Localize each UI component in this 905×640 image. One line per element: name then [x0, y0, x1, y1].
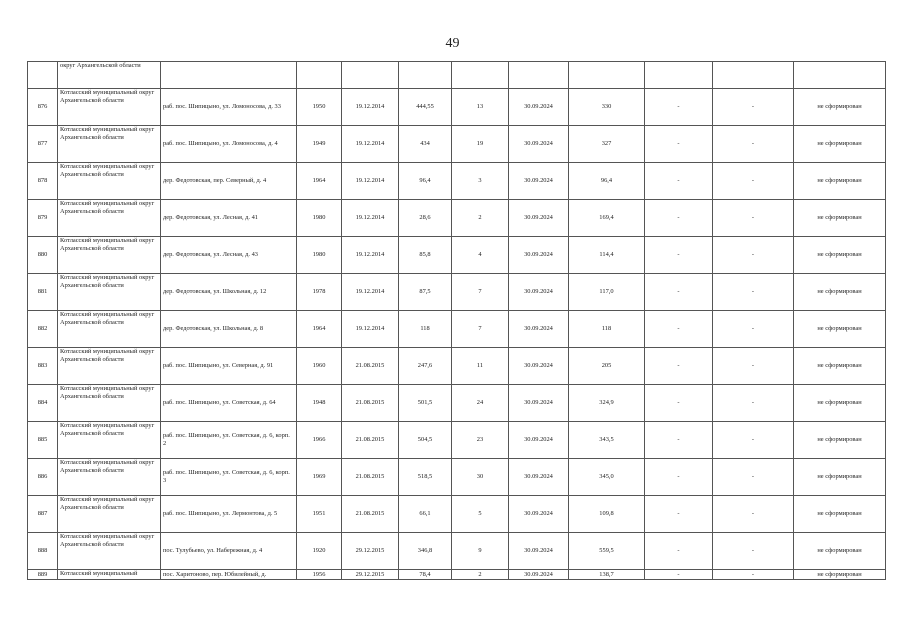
report-date-cell: 30.09.2024 [509, 385, 569, 422]
empty-cell [713, 62, 794, 89]
address-cell: раб. пос. Шипицыно, ул. Лермонтова, д. 5 [161, 496, 297, 533]
dash-cell: - [645, 496, 713, 533]
dash-cell: - [713, 385, 794, 422]
dash-cell: - [713, 496, 794, 533]
empty-cell [399, 62, 452, 89]
report-date-cell: 30.09.2024 [509, 311, 569, 348]
table-row [28, 533, 886, 570]
area-cell: 85,8 [399, 237, 452, 274]
date-cell: 21.08.2015 [342, 348, 399, 385]
address-cell: раб. пос. Шипицыно, ул. Советская, д. 6, корп. 2 [161, 422, 297, 459]
empty-cell [452, 62, 509, 89]
status-cell: не сформирован [794, 422, 886, 459]
dash-cell: - [645, 385, 713, 422]
municipality-cell: Котласский муниципальный округ Архангельской области [58, 385, 161, 422]
row-number-cell: 883 [28, 348, 58, 385]
municipality-cell: Котласский муниципальный округ Архангельской области [58, 459, 161, 496]
area-2-cell: 330 [569, 89, 645, 126]
empty-cell [645, 62, 713, 89]
report-date-cell: 30.09.2024 [509, 163, 569, 200]
year-built-cell: 1964 [297, 311, 342, 348]
area-2-cell: 138,7 [569, 570, 645, 580]
row-number-cell: 885 [28, 422, 58, 459]
status-cell: не сформирован [794, 459, 886, 496]
year-built-cell: 1951 [297, 496, 342, 533]
area-2-cell: 117,0 [569, 274, 645, 311]
area-cell: 501,5 [399, 385, 452, 422]
address-cell: пос. Харитоново, пер. Юбилейный, д. [161, 570, 297, 580]
date-cell: 21.08.2015 [342, 459, 399, 496]
dash-cell: - [713, 89, 794, 126]
municipality-cell: Котласский муниципальный округ Архангельской области [58, 422, 161, 459]
dash-cell: - [713, 237, 794, 274]
date-cell: 29.12.2015 [342, 570, 399, 580]
dash-cell: - [713, 533, 794, 570]
housing-table [27, 61, 886, 580]
residents-count-cell: 30 [452, 459, 509, 496]
row-number-cell: 879 [28, 200, 58, 237]
report-date-cell: 30.09.2024 [509, 274, 569, 311]
area-cell: 346,8 [399, 533, 452, 570]
table-row [28, 89, 886, 126]
municipality-cell: Котласский муниципальный округ Архангельской области [58, 533, 161, 570]
status-cell: не сформирован [794, 237, 886, 274]
municipality-cell: Котласский муниципальный округ Архангельской области [58, 89, 161, 126]
residents-count-cell: 24 [452, 385, 509, 422]
row-number-cell: 889 [28, 570, 58, 580]
date-cell: 19.12.2014 [342, 237, 399, 274]
residents-count-cell: 4 [452, 237, 509, 274]
row-number-cell: 884 [28, 385, 58, 422]
row-number-cell: 886 [28, 459, 58, 496]
area-cell: 434 [399, 126, 452, 163]
row-number-cell: 876 [28, 89, 58, 126]
area-2-cell: 96,4 [569, 163, 645, 200]
table-row [28, 200, 886, 237]
dash-cell: - [645, 89, 713, 126]
report-date-cell: 30.09.2024 [509, 237, 569, 274]
dash-cell: - [645, 459, 713, 496]
status-cell: не сформирован [794, 496, 886, 533]
empty-cell [794, 62, 886, 89]
empty-cell [569, 62, 645, 89]
area-2-cell: 343,5 [569, 422, 645, 459]
area-cell: 518,5 [399, 459, 452, 496]
residents-count-cell: 13 [452, 89, 509, 126]
area-cell: 66,1 [399, 496, 452, 533]
address-cell: дер. Федотовская, ул. Школьная, д. 12 [161, 274, 297, 311]
status-cell: не сформирован [794, 200, 886, 237]
date-cell: 21.08.2015 [342, 496, 399, 533]
dash-cell: - [645, 200, 713, 237]
report-date-cell: 30.09.2024 [509, 570, 569, 580]
dash-cell: - [645, 163, 713, 200]
status-cell: не сформирован [794, 163, 886, 200]
dash-cell: - [713, 163, 794, 200]
dash-cell: - [713, 570, 794, 580]
empty-cell [297, 62, 342, 89]
year-built-cell: 1948 [297, 385, 342, 422]
area-cell: 78,4 [399, 570, 452, 580]
table-row [28, 237, 886, 274]
address-cell: дер. Федотовская, ул. Школьная, д. 8 [161, 311, 297, 348]
dash-cell: - [713, 200, 794, 237]
dash-cell: - [645, 311, 713, 348]
address-cell: пос. Тулубьево, ул. Набережная, д. 4 [161, 533, 297, 570]
table-row [28, 311, 886, 348]
row-number-cell: 888 [28, 533, 58, 570]
table-row [28, 459, 886, 496]
municipality-cell: Котласский муниципальный округ Архангельской области [58, 496, 161, 533]
date-cell: 29.12.2015 [342, 533, 399, 570]
report-date-cell: 30.09.2024 [509, 348, 569, 385]
area-cell: 118 [399, 311, 452, 348]
status-cell: не сформирован [794, 533, 886, 570]
dash-cell: - [645, 570, 713, 580]
area-2-cell: 114,4 [569, 237, 645, 274]
dash-cell: - [645, 533, 713, 570]
year-built-cell: 1980 [297, 200, 342, 237]
dash-cell: - [713, 348, 794, 385]
area-2-cell: 559,5 [569, 533, 645, 570]
residents-count-cell: 7 [452, 311, 509, 348]
report-date-cell: 30.09.2024 [509, 200, 569, 237]
table-row [28, 348, 886, 385]
report-date-cell: 30.09.2024 [509, 533, 569, 570]
dash-cell: - [713, 459, 794, 496]
area-2-cell: 109,8 [569, 496, 645, 533]
dash-cell: - [713, 422, 794, 459]
table-row [28, 274, 886, 311]
year-built-cell: 1950 [297, 89, 342, 126]
area-2-cell: 169,4 [569, 200, 645, 237]
address-cell: раб. пос. Шипицыно, ул. Советская, д. 64 [161, 385, 297, 422]
empty-cell [509, 62, 569, 89]
municipality-cell: Котласский муниципальный округ Архангельской области [58, 274, 161, 311]
residents-count-cell: 9 [452, 533, 509, 570]
year-built-cell: 1920 [297, 533, 342, 570]
address-cell: дер. Федотовская, ул. Лесная, д. 43 [161, 237, 297, 274]
dash-cell: - [645, 422, 713, 459]
row-number-cell: 878 [28, 163, 58, 200]
municipality-cell: Котласский муниципальный округ Архангельской области [58, 126, 161, 163]
area-cell: 87,5 [399, 274, 452, 311]
residents-count-cell: 19 [452, 126, 509, 163]
report-date-cell: 30.09.2024 [509, 126, 569, 163]
dash-cell: - [645, 237, 713, 274]
table-row [28, 126, 886, 163]
year-built-cell: 1980 [297, 237, 342, 274]
row-number-cell: 880 [28, 237, 58, 274]
report-date-cell: 30.09.2024 [509, 496, 569, 533]
date-cell: 21.08.2015 [342, 385, 399, 422]
area-cell: 504,5 [399, 422, 452, 459]
status-cell: не сформирован [794, 348, 886, 385]
dash-cell: - [713, 311, 794, 348]
municipality-cell: Котласский муниципальный округ Архангельской области [58, 348, 161, 385]
area-2-cell: 327 [569, 126, 645, 163]
date-cell: 19.12.2014 [342, 126, 399, 163]
residents-count-cell: 5 [452, 496, 509, 533]
row-number-cell [28, 62, 58, 89]
year-built-cell: 1966 [297, 422, 342, 459]
area-cell: 28,6 [399, 200, 452, 237]
address-cell: дер. Федотовская, пер. Северный, д. 4 [161, 163, 297, 200]
table-row [28, 385, 886, 422]
empty-cell [342, 62, 399, 89]
table-row [28, 422, 886, 459]
row-number-cell: 881 [28, 274, 58, 311]
year-built-cell: 1960 [297, 348, 342, 385]
area-2-cell: 205 [569, 348, 645, 385]
address-cell: раб. пос. Шипицыно, ул. Советская, д. 6, корп. 3 [161, 459, 297, 496]
table-row [28, 496, 886, 533]
report-date-cell: 30.09.2024 [509, 459, 569, 496]
residents-count-cell: 23 [452, 422, 509, 459]
residents-count-cell: 2 [452, 570, 509, 580]
row-number-cell: 887 [28, 496, 58, 533]
area-cell: 96,4 [399, 163, 452, 200]
municipality-cell: Котласский муниципальный округ Архангельской области [58, 311, 161, 348]
residents-count-cell: 3 [452, 163, 509, 200]
status-cell: не сформирован [794, 570, 886, 580]
residents-count-cell: 2 [452, 200, 509, 237]
municipality-cell: Котласский муниципальный округ Архангельской области [58, 163, 161, 200]
report-date-cell: 30.09.2024 [509, 89, 569, 126]
empty-cell [161, 62, 297, 89]
area-cell: 247,6 [399, 348, 452, 385]
status-cell: не сформирован [794, 385, 886, 422]
row-number-cell: 882 [28, 311, 58, 348]
municipality-cell: Котласский муниципальный округ Архангельской области [58, 200, 161, 237]
date-cell: 19.12.2014 [342, 200, 399, 237]
address-cell: раб. пос. Шипицыно, ул. Северная, д. 91 [161, 348, 297, 385]
year-built-cell: 1964 [297, 163, 342, 200]
status-cell: не сформирован [794, 89, 886, 126]
area-2-cell: 118 [569, 311, 645, 348]
address-cell: раб. пос. Шипицыно, ул. Ломоносова, д. 4 [161, 126, 297, 163]
date-cell: 21.08.2015 [342, 422, 399, 459]
status-cell: не сформирован [794, 126, 886, 163]
year-built-cell: 1956 [297, 570, 342, 580]
report-date-cell: 30.09.2024 [509, 422, 569, 459]
dash-cell: - [645, 274, 713, 311]
municipality-cell: Котласский муниципальный [58, 570, 161, 580]
date-cell: 19.12.2014 [342, 274, 399, 311]
table-row [28, 62, 886, 89]
dash-cell: - [713, 126, 794, 163]
residents-count-cell: 11 [452, 348, 509, 385]
date-cell: 19.12.2014 [342, 89, 399, 126]
dash-cell: - [645, 348, 713, 385]
area-2-cell: 345,0 [569, 459, 645, 496]
table-row [28, 570, 886, 580]
year-built-cell: 1978 [297, 274, 342, 311]
area-2-cell: 324,9 [569, 385, 645, 422]
page-number: 49 [445, 36, 460, 51]
table-row [28, 163, 886, 200]
year-built-cell: 1969 [297, 459, 342, 496]
area-cell: 444,55 [399, 89, 452, 126]
dash-cell: - [645, 126, 713, 163]
address-cell: раб. пос. Шипицыно, ул. Ломоносова, д. 33 [161, 89, 297, 126]
municipality-cell: округ Архангельской области [58, 62, 161, 89]
status-cell: не сформирован [794, 311, 886, 348]
municipality-cell: Котласский муниципальный округ Архангельской области [58, 237, 161, 274]
date-cell: 19.12.2014 [342, 311, 399, 348]
dash-cell: - [713, 274, 794, 311]
row-number-cell: 877 [28, 126, 58, 163]
residents-count-cell: 7 [452, 274, 509, 311]
address-cell: дер. Федотовская, ул. Лесная, д. 41 [161, 200, 297, 237]
year-built-cell: 1949 [297, 126, 342, 163]
status-cell: не сформирован [794, 274, 886, 311]
date-cell: 19.12.2014 [342, 163, 399, 200]
